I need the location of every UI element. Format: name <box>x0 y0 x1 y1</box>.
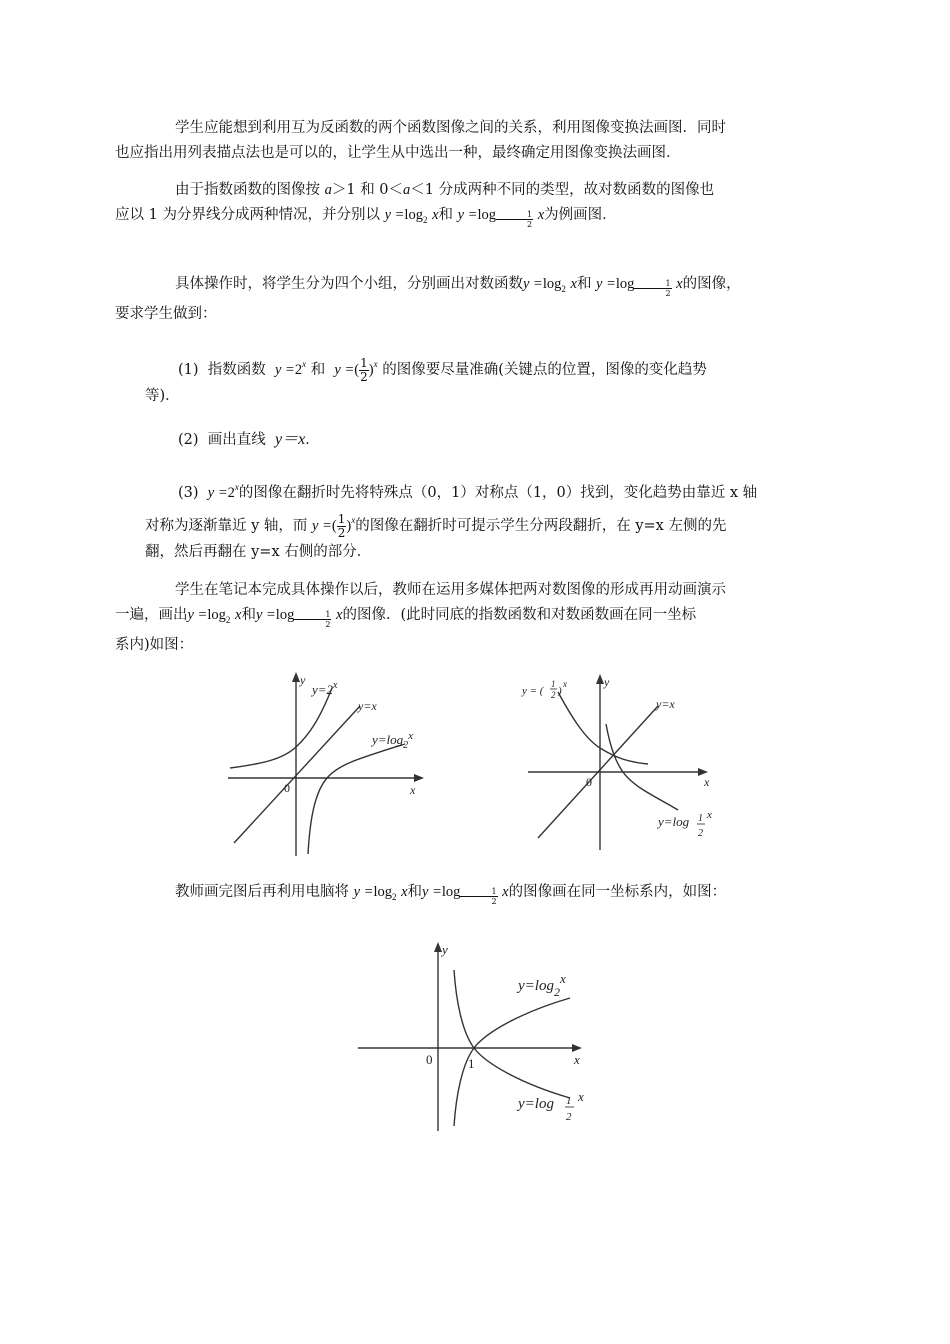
math-y: y = <box>596 276 616 292</box>
math-y: y = <box>457 207 478 223</box>
fig1-curve-log <box>308 744 405 854</box>
fig3-x-label: x <box>574 1052 580 1067</box>
para2-text: ＞1 和 0＜ <box>331 182 404 198</box>
svg-text:y=log: y=log <box>518 1096 554 1112</box>
math-half: $\frac{1}{2}$ <box>337 511 346 540</box>
fig2-y-label: y <box>604 675 610 689</box>
fig1-x-label: x <box>410 783 416 797</box>
math-half-base: $\frac{1}{2}$ <box>294 610 331 629</box>
item-3: (3) $y =2^x$的图像在翻折时先将特殊点（0，1）对称点（1，0）找到，变化趋势由靠近 x 轴 <box>178 482 758 501</box>
fig3-label-loghalf <box>516 1089 584 1123</box>
math-y: y = <box>207 485 228 501</box>
math-x: x <box>432 207 439 223</box>
item3-text: 的图像在翻折时先将特殊点（0，1）对称点（1，0）找到，变化趋势由靠近 x 轴 <box>238 485 758 501</box>
item-1-cont <box>145 384 805 409</box>
figure-1 <box>220 668 440 863</box>
item3-text: 的图像在翻折时可提示学生分两段翻折，在 y=x 左侧的先 <box>355 518 727 534</box>
para1-line1: 学生应能想到利用互为反函数的两个函数图像之间的关系，利用图像变换法画图．同时 <box>175 120 726 136</box>
math-sup: x <box>302 359 307 369</box>
item-number: (1) <box>178 362 199 378</box>
item-number: (3) <box>178 485 199 501</box>
math-x: x <box>537 207 545 223</box>
math-y: y = <box>334 362 355 378</box>
para4-text: 学生在笔记本完成具体操作以后，教师在运用多媒体把两对数图像的形成再用动画演示 <box>175 582 726 598</box>
para3-text: 要求学生做到： <box>115 306 217 322</box>
fig3-origin: 0 <box>426 1052 433 1067</box>
fig2-origin: 0 <box>586 775 592 789</box>
para5-text: 教师画完图后再利用电脑将 <box>175 884 349 900</box>
math-base: 2 <box>561 284 566 294</box>
math-log: log <box>542 276 562 292</box>
paragraph-3 <box>115 272 805 327</box>
fig1-y-label: y <box>300 673 306 687</box>
item3-text: 对称为逐渐靠近 y 轴，而 <box>145 518 308 534</box>
para4-text: 一遍，画出 <box>115 607 188 623</box>
math-y: y = <box>384 207 405 223</box>
item3-text: 翻，然后再翻在 y=x 右侧的部分． <box>145 544 372 560</box>
item1-text: 的图像要尽量准确(关键点的位置，图像的变化趋势 <box>382 362 707 378</box>
item1-text: 和 <box>310 362 326 378</box>
para5-text: 的图像画在同一坐标系内，如图： <box>508 884 727 900</box>
item-1: (1) 指数函数 $y =2^x$ 和 y =( $\frac{1}{2}$ )$^x$ 的图像要尽量准确(关键点的位置，图像的变化趋势 <box>178 355 707 384</box>
item1-text: 等)． <box>145 388 180 404</box>
item-number: (2) <box>178 432 199 448</box>
para2-text: 由于指数函数的图像按 <box>175 182 320 198</box>
para4-text: 和 <box>241 607 256 623</box>
fig2-curve-exp <box>558 692 648 764</box>
math-y: y = <box>274 362 295 378</box>
para2-text: 为例画图． <box>544 207 617 223</box>
fig2-label-log <box>656 809 712 839</box>
paragraph-2 <box>115 178 805 233</box>
item1-text: 指数函数 <box>207 362 266 378</box>
item-3-cont2 <box>145 540 805 565</box>
svg-text:1: 1 <box>566 1095 572 1107</box>
math-x: x <box>570 276 577 292</box>
para3-text: 和 <box>576 276 592 292</box>
fig3-tick-one: 1 <box>468 1056 475 1071</box>
fig1-curve-exp <box>230 688 332 768</box>
svg-text:1: 1 <box>698 813 703 824</box>
math-base: 2 <box>422 215 428 225</box>
para2-text: 和 <box>438 207 453 223</box>
fig1-origin: 0 <box>284 781 290 795</box>
item2-text: 画出直线 <box>207 432 266 448</box>
para5-text: 和 <box>407 884 423 900</box>
para4-text: 的图像．(此时同底的指数函数和对数函数画在同一坐标 <box>342 607 697 623</box>
math-x: x <box>676 276 683 292</box>
fig1-label-log: $y=\log_2^x$ <box>372 730 414 751</box>
fig3-y-label: y <box>442 942 448 957</box>
fig1-label-exp: $y=2^x$ <box>312 680 338 697</box>
svg-text:x: x <box>563 679 567 689</box>
math-log: log <box>615 276 635 292</box>
paragraph-1 <box>115 116 805 166</box>
svg-text:y = (: y = ( <box>522 685 544 697</box>
fig2-label-line: y=x <box>656 697 675 711</box>
svg-text:1: 1 <box>551 679 556 689</box>
svg-text:x: x <box>707 809 712 821</box>
math-log: log <box>404 207 423 223</box>
fig2-curve-log <box>606 724 678 810</box>
fig3-y-arrow <box>434 942 442 952</box>
paragraph-4: 学生在笔记本完成具体操作以后，教师在运用多媒体把两对数图像的形成再用动画演示 一遍，画出$y =\log_2$ x和y =log $\frac{1}{2}$ x的图像．(此时同底的指数函数和对数函数画在同一坐标 系内)如图： <box>115 582 726 653</box>
fig1-label-line: y=x <box>358 699 377 713</box>
math-half-base: $\frac{1}{2}$ <box>496 210 533 229</box>
item-3-cont: 对称为逐渐靠近 y 轴，而 y =( $\frac{1}{2}$ )$^x$的图像在翻折时可提示学生分两段翻折，在 y=x 左侧的先 <box>145 511 727 540</box>
figure-2 <box>518 668 728 853</box>
para3-text: 具体操作时，将学生分为四个小组，分别画出对数函数 <box>175 276 523 292</box>
fig1-x-arrow <box>414 774 424 782</box>
math-a: a <box>324 182 332 198</box>
item2-text: ． <box>305 432 320 448</box>
svg-text:y=log: y=log <box>658 814 690 829</box>
fig2-label-exp <box>521 679 567 700</box>
math-2: 2 <box>294 362 303 378</box>
svg-text:2: 2 <box>566 1111 572 1123</box>
para4-text: 系内)如图： <box>115 637 194 653</box>
fig3-label-log2: $y=\log_2x$ <box>518 971 566 999</box>
fig3-x-arrow <box>572 1044 582 1052</box>
math-half-base: $\frac{1}{2}$ <box>460 887 497 906</box>
math-y: y = <box>523 276 543 292</box>
fig1-line-yx <box>234 706 360 843</box>
math-half-base: $\frac{1}{2}$ <box>634 279 671 298</box>
para2-text: 应以 1 为分界线分成两种情况，并分别以 <box>115 207 380 223</box>
svg-text:): ) <box>558 685 562 697</box>
fig2-y-arrow <box>596 674 604 684</box>
math-a: a <box>403 182 411 198</box>
math-half: $\frac{1}{2}$ <box>360 355 368 384</box>
figure-3 <box>352 936 602 1136</box>
math-log: log <box>477 207 496 223</box>
fig2-x-label: x <box>704 775 710 789</box>
fig1-y-arrow <box>292 672 300 682</box>
math-y: y = <box>312 518 332 534</box>
math-line: y＝x <box>274 431 306 448</box>
para2-text: ＜1 分成两种不同的类型，故对数函数的图像也 <box>410 182 715 198</box>
paragraph-5: 教师画完图后再利用电脑将 $y =\log_2$ x和y =log $\frac{1}{2}$ x的图像画在同一坐标系内，如图： <box>175 884 727 906</box>
para3-text: 的图像， <box>682 276 741 292</box>
svg-text:2: 2 <box>551 690 556 700</box>
svg-text:2: 2 <box>698 828 703 839</box>
para1-line2: 也应指出用列表描点法也是可以的，让学生从中选出一种，最终确定用图像变换法画图． <box>115 145 681 161</box>
svg-text:x: x <box>578 1089 584 1104</box>
item-2 <box>178 427 808 453</box>
